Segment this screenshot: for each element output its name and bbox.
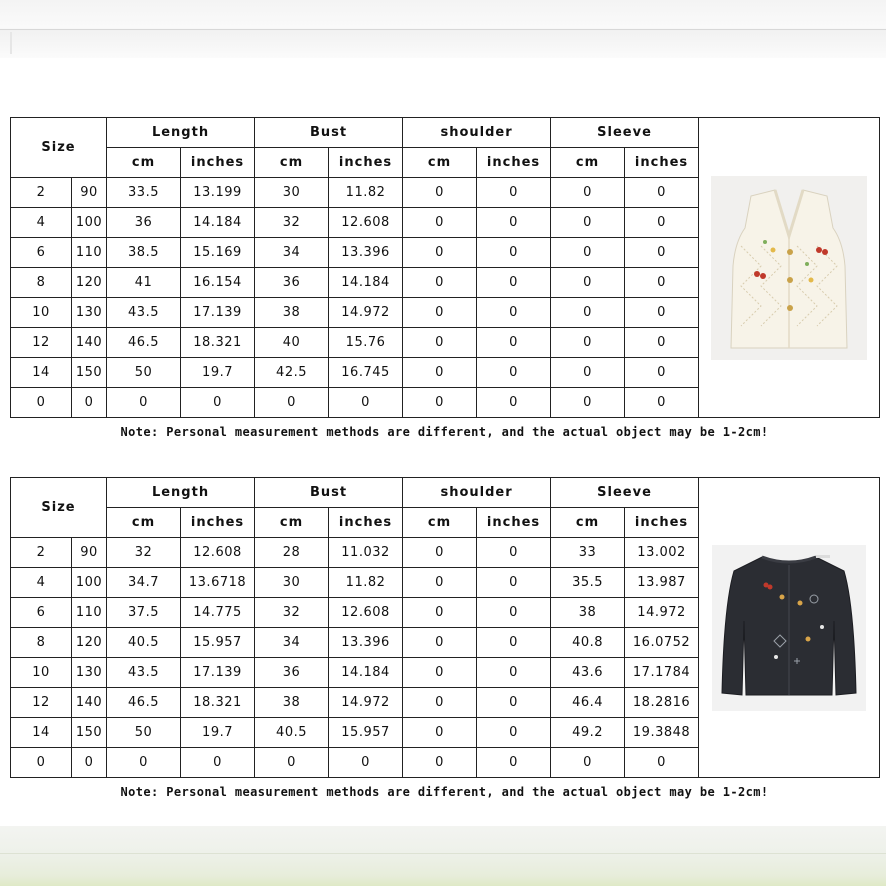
measurement-cell: 14.972 [625, 598, 699, 628]
height-cell: 150 [72, 358, 107, 388]
unit-header-inches: inches [329, 148, 403, 178]
group-header-length: Length [107, 478, 255, 508]
measurement-cell: 15.957 [181, 628, 255, 658]
unit-header-inches: inches [477, 148, 551, 178]
size-cell: 0 [11, 748, 72, 778]
measurement-cell: 0 [551, 328, 625, 358]
group-header-shoulder: shoulder [403, 118, 551, 148]
measurement-cell: 32 [107, 538, 181, 568]
measurement-cell: 41 [107, 268, 181, 298]
size-table [10, 477, 880, 778]
size-table [10, 117, 880, 418]
height-cell: 130 [72, 298, 107, 328]
height-cell: 110 [72, 598, 107, 628]
measurement-cell: 0 [625, 298, 699, 328]
measurement-cell: 37.5 [107, 598, 181, 628]
measurement-cell: 46.5 [107, 328, 181, 358]
size-cell: 0 [11, 388, 72, 418]
top-divider [0, 29, 886, 30]
unit-header-cm: cm [551, 148, 625, 178]
size-cell: 8 [11, 628, 72, 658]
measurement-cell: 0 [107, 388, 181, 418]
measurement-cell: 38 [255, 688, 329, 718]
measurement-cell: 0 [551, 358, 625, 388]
measurement-cell: 0 [477, 178, 551, 208]
measurement-cell: 42.5 [255, 358, 329, 388]
height-cell: 150 [72, 718, 107, 748]
size-cell: 12 [11, 688, 72, 718]
height-cell: 0 [72, 388, 107, 418]
measurement-cell: 0 [403, 598, 477, 628]
height-cell: 110 [72, 238, 107, 268]
measurement-cell: 13.199 [181, 178, 255, 208]
measurement-cell: 28 [255, 538, 329, 568]
measurement-cell: 0 [403, 268, 477, 298]
measurement-cell: 0 [477, 208, 551, 238]
measurement-cell: 16.0752 [625, 628, 699, 658]
measurement-cell: 0 [403, 298, 477, 328]
measurement-cell: 18.321 [181, 328, 255, 358]
measurement-cell: 15.76 [329, 328, 403, 358]
measurement-cell: 0 [477, 238, 551, 268]
measurement-cell: 0 [625, 328, 699, 358]
height-cell: 90 [72, 178, 107, 208]
measurement-cell: 0 [551, 388, 625, 418]
size-cell: 12 [11, 328, 72, 358]
unit-header-inches: inches [181, 508, 255, 538]
measurement-cell: 40.8 [551, 628, 625, 658]
measurement-cell: 18.321 [181, 688, 255, 718]
unit-header-cm: cm [403, 508, 477, 538]
measurement-cell: 14.184 [329, 268, 403, 298]
unit-header-cm: cm [107, 508, 181, 538]
measurement-cell: 16.745 [329, 358, 403, 388]
measurement-cell: 16.154 [181, 268, 255, 298]
unit-header-cm: cm [107, 148, 181, 178]
measurement-cell: 14.775 [181, 598, 255, 628]
size-chart-cardigan [10, 477, 879, 799]
measurement-cell: 32 [255, 208, 329, 238]
measurement-cell: 19.3848 [625, 718, 699, 748]
measurement-cell: 0 [477, 598, 551, 628]
measurement-cell: 0 [403, 538, 477, 568]
measurement-cell: 12.608 [181, 538, 255, 568]
measurement-cell: 30 [255, 178, 329, 208]
measurement-cell: 46.5 [107, 688, 181, 718]
measurement-cell: 40 [255, 328, 329, 358]
unit-header-cm: cm [403, 148, 477, 178]
size-cell: 14 [11, 718, 72, 748]
measurement-cell: 11.032 [329, 538, 403, 568]
measurement-cell: 36 [107, 208, 181, 238]
measurement-cell: 14.184 [329, 658, 403, 688]
measurement-cell: 0 [477, 688, 551, 718]
header-row-groups [11, 118, 880, 148]
measurement-cell: 0 [403, 328, 477, 358]
bottom-divider [0, 853, 886, 854]
height-cell: 140 [72, 688, 107, 718]
group-header-bust: Bust [255, 478, 403, 508]
measurement-cell: 38 [255, 298, 329, 328]
unit-header-inches: inches [181, 148, 255, 178]
measurement-cell: 0 [625, 388, 699, 418]
measurement-cell: 50 [107, 718, 181, 748]
measurement-cell: 0 [477, 388, 551, 418]
size-cell: 8 [11, 268, 72, 298]
group-header-sleeve: Sleeve [551, 118, 699, 148]
measurement-cell: 50 [107, 358, 181, 388]
unit-header-inches: inches [625, 148, 699, 178]
size-cell: 4 [11, 208, 72, 238]
size-cell: 2 [11, 538, 72, 568]
height-cell: 0 [72, 748, 107, 778]
group-header-length: Length [107, 118, 255, 148]
height-cell: 100 [72, 208, 107, 238]
measurement-cell: 0 [403, 688, 477, 718]
measurement-cell: 12.608 [329, 598, 403, 628]
measurement-cell: 0 [107, 748, 181, 778]
measurement-cell: 11.82 [329, 178, 403, 208]
measurement-cell: 0 [403, 748, 477, 778]
measurement-cell: 0 [551, 748, 625, 778]
unit-header-inches: inches [329, 508, 403, 538]
measurement-cell: 19.7 [181, 718, 255, 748]
measurement-cell: 14.184 [181, 208, 255, 238]
measurement-cell: 0 [255, 748, 329, 778]
measurement-cell: 0 [403, 208, 477, 238]
unit-header-cm: cm [255, 508, 329, 538]
measurement-cell: 11.82 [329, 568, 403, 598]
measurement-cell: 0 [255, 388, 329, 418]
measurement-cell: 17.1784 [625, 658, 699, 688]
measurement-cell: 0 [477, 298, 551, 328]
measurement-cell: 0 [329, 748, 403, 778]
unit-header-cm: cm [255, 148, 329, 178]
measurement-cell: 34 [255, 238, 329, 268]
measurement-cell: 0 [551, 238, 625, 268]
measurement-cell: 49.2 [551, 718, 625, 748]
size-cell: 4 [11, 568, 72, 598]
size-header: Size [11, 118, 107, 178]
measurement-cell: 34 [255, 628, 329, 658]
measurement-cell: 13.6718 [181, 568, 255, 598]
measurement-cell: 19.7 [181, 358, 255, 388]
measurement-cell: 30 [255, 568, 329, 598]
size-header: Size [11, 478, 107, 538]
measurement-cell: 0 [551, 178, 625, 208]
measurement-cell: 0 [625, 238, 699, 268]
group-header-sleeve: Sleeve [551, 478, 699, 508]
measurement-note: Note: Personal measurement methods are different, and the actual object may be 1-2cm! [120, 785, 769, 799]
measurement-cell: 0 [403, 568, 477, 598]
height-cell: 100 [72, 568, 107, 598]
measurement-cell: 40.5 [255, 718, 329, 748]
height-cell: 130 [72, 658, 107, 688]
size-cell: 6 [11, 238, 72, 268]
height-cell: 140 [72, 328, 107, 358]
measurement-cell: 0 [477, 358, 551, 388]
measurement-cell: 0 [329, 388, 403, 418]
height-cell: 120 [72, 628, 107, 658]
measurement-cell: 18.2816 [625, 688, 699, 718]
unit-header-inches: inches [625, 508, 699, 538]
measurement-cell: 13.002 [625, 538, 699, 568]
measurement-cell: 43.5 [107, 658, 181, 688]
top-background-band [0, 0, 886, 58]
measurement-cell: 0 [625, 268, 699, 298]
measurement-cell: 0 [403, 178, 477, 208]
measurement-cell: 0 [625, 178, 699, 208]
size-chart-vest [10, 117, 879, 439]
unit-header-cm: cm [551, 508, 625, 538]
measurement-cell: 40.5 [107, 628, 181, 658]
measurement-cell: 13.396 [329, 628, 403, 658]
measurement-cell: 43.5 [107, 298, 181, 328]
measurement-cell: 46.4 [551, 688, 625, 718]
unit-header-inches: inches [477, 508, 551, 538]
measurement-cell: 0 [181, 388, 255, 418]
size-cell: 6 [11, 598, 72, 628]
size-cell: 10 [11, 298, 72, 328]
measurement-cell: 0 [477, 718, 551, 748]
measurement-cell: 0 [477, 568, 551, 598]
measurement-cell: 0 [477, 748, 551, 778]
measurement-cell: 34.7 [107, 568, 181, 598]
measurement-cell: 0 [477, 328, 551, 358]
measurement-cell: 0 [551, 268, 625, 298]
product-photo [699, 118, 880, 418]
top-tick-mark [10, 32, 12, 54]
measurement-cell: 15.957 [329, 718, 403, 748]
measurement-cell: 0 [403, 658, 477, 688]
measurement-cell: 32 [255, 598, 329, 628]
measurement-cell: 0 [403, 388, 477, 418]
measurement-cell: 14.972 [329, 688, 403, 718]
measurement-cell: 0 [477, 658, 551, 688]
measurement-cell: 33 [551, 538, 625, 568]
measurement-cell: 0 [403, 358, 477, 388]
measurement-cell: 15.169 [181, 238, 255, 268]
size-cell: 14 [11, 358, 72, 388]
size-cell: 2 [11, 178, 72, 208]
measurement-cell: 13.396 [329, 238, 403, 268]
size-cell: 10 [11, 658, 72, 688]
product-photo [699, 478, 880, 778]
measurement-cell: 0 [403, 628, 477, 658]
measurement-cell: 36 [255, 268, 329, 298]
measurement-cell: 0 [551, 208, 625, 238]
measurement-cell: 14.972 [329, 298, 403, 328]
measurement-cell: 17.139 [181, 658, 255, 688]
bottom-background-band [0, 826, 886, 886]
measurement-cell: 12.608 [329, 208, 403, 238]
measurement-cell: 0 [403, 718, 477, 748]
measurement-cell: 0 [477, 538, 551, 568]
height-cell: 90 [72, 538, 107, 568]
measurement-cell: 36 [255, 658, 329, 688]
measurement-cell: 0 [625, 358, 699, 388]
measurement-cell: 17.139 [181, 298, 255, 328]
measurement-cell: 0 [477, 628, 551, 658]
measurement-cell: 0 [403, 238, 477, 268]
measurement-cell: 43.6 [551, 658, 625, 688]
measurement-cell: 33.5 [107, 178, 181, 208]
measurement-cell: 0 [625, 208, 699, 238]
group-header-bust: Bust [255, 118, 403, 148]
measurement-cell: 13.987 [625, 568, 699, 598]
measurement-cell: 38.5 [107, 238, 181, 268]
measurement-cell: 0 [477, 268, 551, 298]
height-cell: 120 [72, 268, 107, 298]
group-header-shoulder: shoulder [403, 478, 551, 508]
measurement-cell: 0 [551, 298, 625, 328]
measurement-cell: 0 [181, 748, 255, 778]
measurement-cell: 38 [551, 598, 625, 628]
header-row-groups [11, 478, 880, 508]
measurement-cell: 35.5 [551, 568, 625, 598]
measurement-cell: 0 [625, 748, 699, 778]
measurement-note: Note: Personal measurement methods are different, and the actual object may be 1-2cm! [120, 425, 769, 439]
